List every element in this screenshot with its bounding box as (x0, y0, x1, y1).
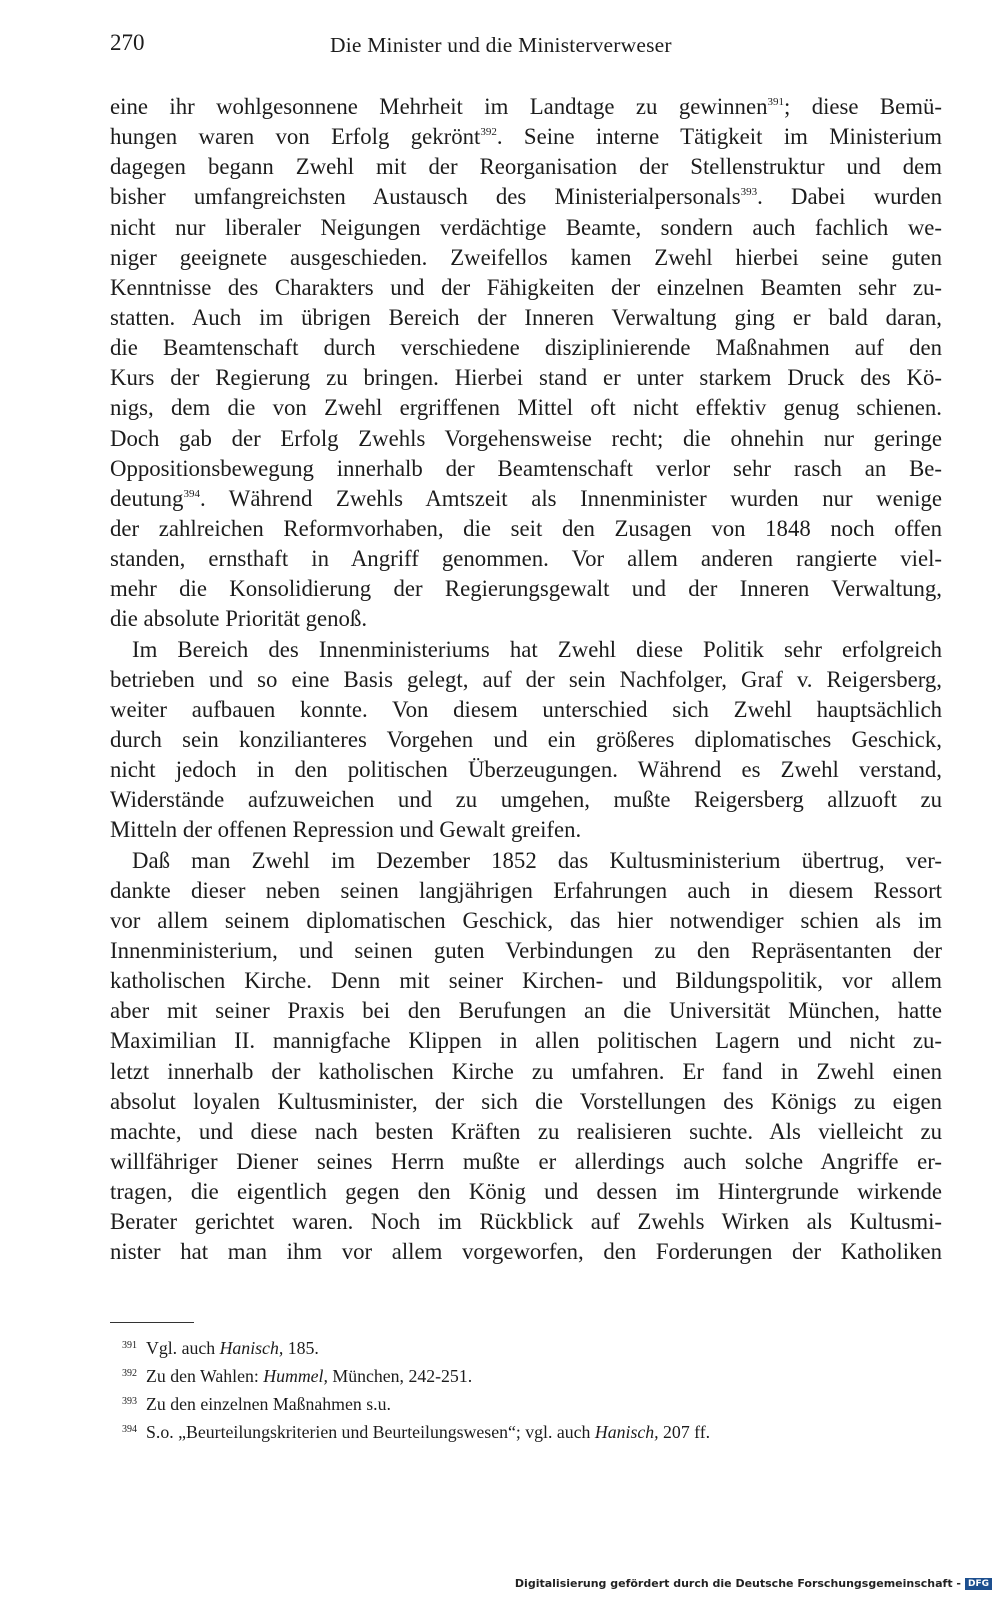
footnote (122, 1334, 942, 1362)
line-text: Kurs der Regierung zu bringen. Hierbei stand er unter starkem Druck des Kö- (110, 365, 942, 391)
footnote-reference[interactable]: 391 (767, 96, 784, 108)
footnote-marker: 391 (122, 1340, 137, 1351)
text-line (110, 182, 942, 212)
text-line (110, 393, 942, 423)
line-text: absolut loyalen Kultusminister, der sich die Vorstellungen des Königs zu eigen (110, 1088, 942, 1114)
line-text: niger geeignete ausgeschieden. Zweifellos kamen Zwehl hierbei seine guten (110, 244, 942, 270)
line-text: aber mit seiner Praxis bei den Berufungen an die Universität München, hatte (110, 998, 942, 1024)
footnote-text-pre: S.o. „Beurteilungskriterien und Beurteilungswesen“; vgl. auch (146, 1422, 595, 1442)
footnote-text-post: 207 ff. (658, 1422, 711, 1442)
text-line (110, 635, 942, 665)
footnote-marker: 394 (122, 1424, 137, 1435)
line-text: statten. Auch im übrigen Bereich der Inneren Verwaltung ging er bald daran, (110, 304, 942, 330)
text-line (110, 1207, 942, 1237)
line-text-continued: . Während Zwehls Amtszeit als Innenminister wurden nur wenige (199, 485, 942, 511)
footnote-text (146, 1394, 391, 1414)
line-text: hungen waren von Erfolg gekrönt (110, 124, 481, 150)
line-text: der zahlreichen Reformvorhaben, die seit den Zusagen von 1848 noch offen (110, 515, 942, 541)
footnote-marker: 393 (122, 1396, 137, 1407)
line-text: nigs, dem die von Zwehl ergriffenen Mittel oft nicht effektiv genug schienen. (110, 395, 942, 421)
footnote-text-pre: Zu den Wahlen: (146, 1366, 264, 1386)
digitization-credit (515, 1577, 992, 1590)
line-text-continued: . Dabei wurden (757, 184, 942, 210)
text-line (110, 243, 942, 273)
text-line (110, 484, 942, 514)
line-text: machte, und diese nach besten Kräften zu realisieren suchte. Als vielleicht zu (110, 1118, 942, 1144)
footnotes (122, 1334, 942, 1446)
footnote-author: Hanisch, (594, 1422, 659, 1442)
footnote-text-pre: Zu den einzelnen Maßnahmen s.u. (146, 1394, 391, 1414)
text-line (110, 1147, 942, 1177)
text-line (110, 1057, 942, 1087)
line-text: dagegen begann Zwehl mit der Reorganisation der Stellenstruktur und dem (110, 154, 942, 180)
text-line (110, 1177, 942, 1207)
text-line (110, 454, 942, 484)
line-text: tragen, die eigentlich gegen den König und dessen im Hintergrunde wirkende (110, 1179, 942, 1205)
footnote-rule (110, 1322, 194, 1323)
text-line (110, 363, 942, 393)
footnote-author: Hanisch, (219, 1338, 284, 1358)
line-text: eine ihr wohlgesonnene Mehrheit im Landtage zu gewinnen (110, 94, 768, 119)
text-line (110, 695, 942, 725)
text-line (110, 122, 942, 152)
line-text: dankte dieser neben seinen langjährigen Erfahrungen auch in diesem Ressort (110, 877, 942, 903)
line-text: nister hat man ihm vor allem vorgeworfen, den Forderungen der Katholiken (110, 1239, 942, 1265)
line-text: Daß man Zwehl im Dezember 1852 das Kultusministerium übertrug, ver- (132, 847, 942, 873)
footnote-text-pre: Vgl. auch (146, 1338, 220, 1358)
line-text: letzt innerhalb der katholischen Kirche zu umfahren. Er fand in Zwehl einen (110, 1058, 942, 1084)
running-head: Die Minister und die Ministerverweser (330, 33, 672, 57)
line-text: bisher umfangreichsten Austausch des Ministerialpersonals (110, 184, 741, 210)
line-text: die Beamtenschaft durch verschiedene disziplinierende Maßnahmen auf den (110, 335, 942, 361)
footnote (122, 1362, 942, 1390)
footnote (122, 1418, 942, 1446)
footnote-author: Hummel, (263, 1366, 328, 1386)
text-line (110, 333, 942, 363)
line-text: Innenministerium, und seinen guten Verbindungen zu den Repräsentanten der (110, 937, 942, 963)
page-number: 270 (110, 30, 145, 55)
line-text: Widerstände aufzuweichen und zu umgehen, mußte Reigersberg allzuoft zu (110, 787, 942, 813)
text-line (110, 815, 942, 845)
text-line (110, 996, 942, 1026)
dfg-logo: DFG (965, 1578, 992, 1590)
text-line (110, 755, 942, 785)
text-line (110, 1117, 942, 1147)
line-text: standen, ernsthaft in Angriff genommen. Vor allem anderen rangierte viel- (110, 546, 942, 572)
footnote-text-post: München, 242-251. (327, 1366, 473, 1386)
text-line (110, 604, 942, 634)
line-text: Doch gab der Erfolg Zwehls Vorgehensweise recht; die ohnehin nur geringe (110, 425, 942, 451)
line-text: Oppositionsbewegung innerhalb der Beamtenschaft verlor sehr rasch an Be- (110, 455, 942, 481)
footnote-marker: 392 (122, 1368, 137, 1379)
text-line (110, 846, 942, 876)
line-text: betrieben und so eine Basis gelegt, auf der sein Nachfolger, Graf v. Reigersberg, (110, 666, 942, 692)
line-text: nicht jedoch in den politischen Überzeugungen. Während es Zwehl verstand, (110, 757, 942, 783)
text-line (110, 936, 942, 966)
footnote-reference[interactable]: 394 (183, 487, 200, 500)
text-line (110, 906, 942, 936)
text-line (110, 273, 942, 303)
line-text-continued: ; diese Bemü- (783, 94, 942, 119)
footnote-text (146, 1338, 319, 1358)
line-text: willfähriger Diener seines Herrn mußte er allerdings auch solche Angriffe er- (110, 1148, 942, 1174)
text-line (110, 213, 942, 243)
footnote-text-post: 185. (283, 1338, 319, 1358)
footnote-text (146, 1422, 710, 1442)
line-text: nicht nur liberaler Neigungen verdächtige Beamte, sondern auch fachlich we- (110, 214, 942, 240)
line-text: katholischen Kirche. Denn mit seiner Kirchen- und Bildungspolitik, vor allem (110, 968, 942, 994)
text-line (110, 424, 942, 454)
line-text: durch sein konzilianteres Vorgehen und ein größeres diplomatisches Geschick, (110, 726, 942, 752)
line-text: Im Bereich des Innenministeriums hat Zwehl diese Politik sehr erfolgreich (132, 636, 942, 662)
line-text: Kenntnisse des Charakters und der Fähigkeiten der einzelnen Beamten sehr zu- (110, 274, 942, 300)
text-line (110, 876, 942, 906)
line-text: Maximilian II. mannigfache Klippen in allen politischen Lagern und nicht zu- (110, 1028, 942, 1054)
text-line (110, 152, 942, 182)
text-line (110, 966, 942, 996)
footnote-reference[interactable]: 393 (740, 186, 758, 199)
line-text: deutung (110, 485, 184, 511)
text-line (110, 303, 942, 333)
text-line (110, 544, 942, 574)
body-text (110, 92, 942, 1267)
credit-text: Digitalisierung gefördert durch die Deutsche Forschungsgemeinschaft - (514, 1577, 961, 1590)
text-line (110, 725, 942, 755)
footnote (122, 1390, 942, 1418)
line-text: Berater gerichtet waren. Noch im Rückblick auf Zwehls Wirken als Kultusmi- (110, 1209, 942, 1235)
text-line (110, 574, 942, 604)
text-line (110, 1237, 942, 1267)
footnote-reference[interactable]: 392 (480, 126, 497, 139)
line-text: Mitteln der offenen Repression und Gewalt greifen. (110, 817, 582, 843)
footnote-text (146, 1366, 472, 1386)
text-line (110, 92, 942, 122)
text-line (110, 665, 942, 695)
line-text: mehr die Konsolidierung der Regierungsgewalt und der Inneren Verwaltung, (110, 576, 942, 602)
line-text-continued: . Seine interne Tätigkeit im Ministerium (496, 124, 942, 150)
line-text: vor allem seinem diplomatischen Geschick, das hier notwendiger schien als im (110, 907, 942, 933)
line-text: die absolute Priorität genoß. (110, 606, 368, 632)
text-line (110, 1026, 942, 1056)
text-line (110, 514, 942, 544)
line-text: weiter aufbauen konnte. Von diesem unterschied sich Zwehl hauptsächlich (110, 696, 942, 722)
text-line (110, 785, 942, 815)
text-line (110, 1087, 942, 1117)
